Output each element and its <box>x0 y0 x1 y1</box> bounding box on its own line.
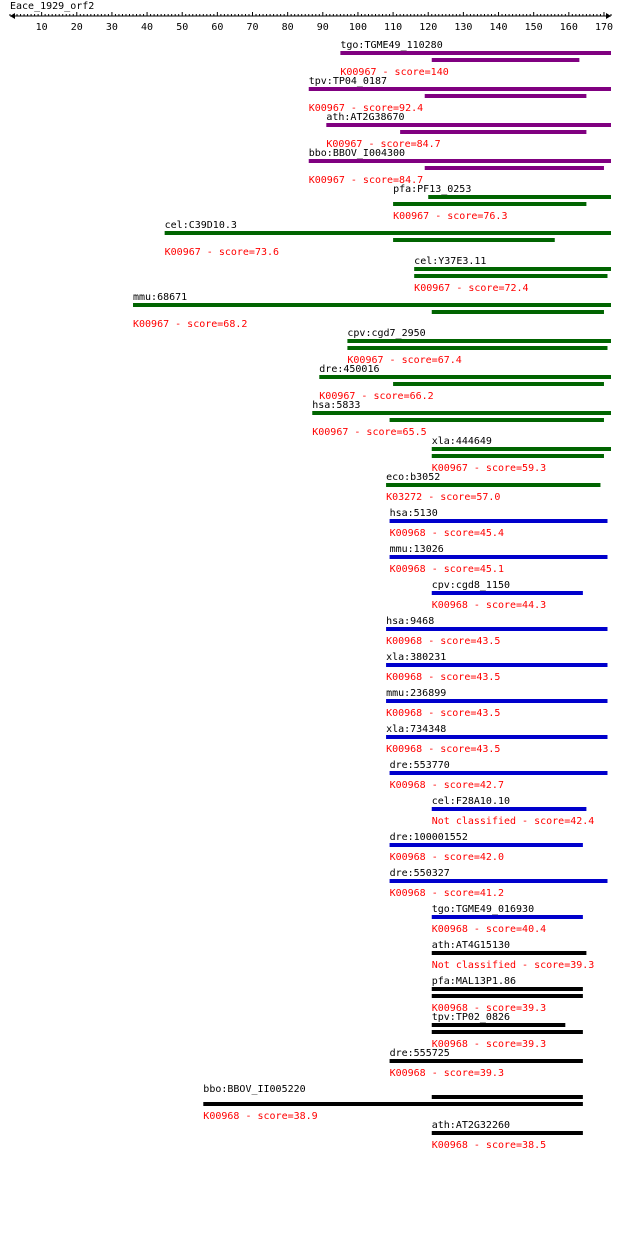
hit-label[interactable]: dre:450016 <box>319 364 380 375</box>
hit-bar <box>312 411 611 415</box>
axis-tick-label: 30 <box>105 22 118 33</box>
hit-label[interactable]: pfa:PF13_0253 <box>393 184 472 195</box>
hit-bar <box>432 1131 583 1135</box>
hit-bar <box>432 987 583 991</box>
hit-bar <box>326 123 611 127</box>
hit-label[interactable]: eco:b3052 <box>386 472 441 483</box>
hit-score[interactable]: K00968 - score=39.3 <box>431 1003 547 1014</box>
axis-tick-label: 40 <box>141 22 154 33</box>
hit-bar <box>319 375 611 379</box>
hit-score[interactable]: K00968 - score=43.5 <box>386 636 501 647</box>
hit-row <box>386 652 607 683</box>
axis-right-arrow-icon <box>606 13 611 19</box>
hit-bar <box>347 346 607 350</box>
hit-row <box>390 1048 583 1079</box>
axis-tick-label: 50 <box>176 22 189 33</box>
hit-bar <box>386 663 607 667</box>
hit-bar <box>432 915 583 919</box>
query-title: Eace_1929_orf2 <box>10 1 95 12</box>
hit-label[interactable]: pfa:MAL13P1.86 <box>431 976 517 987</box>
hit-bar <box>390 555 608 559</box>
hit-bar <box>386 735 607 739</box>
hit-score[interactable]: K00967 - score=73.6 <box>164 247 280 258</box>
hit-label[interactable]: ath:AT2G38670 <box>326 112 405 123</box>
hit-label[interactable]: cel:F28A10.10 <box>431 796 511 807</box>
hit-bar <box>390 519 608 523</box>
hit-label[interactable]: tpv:TP02_0826 <box>431 1012 511 1023</box>
hit-bar <box>390 879 608 883</box>
hit-bar <box>386 627 607 631</box>
axis-tick-label: 120 <box>419 22 438 33</box>
hit-row <box>309 148 611 186</box>
hit-score[interactable]: K00968 - score=44.3 <box>431 600 547 611</box>
hit-label[interactable]: tpv:TP04_0187 <box>308 76 388 87</box>
hit-score[interactable]: K00968 - score=38.9 <box>203 1111 318 1122</box>
hit-label[interactable]: xla:734348 <box>386 724 447 735</box>
axis-tick-label: 150 <box>524 22 543 33</box>
hit-score[interactable]: K00968 - score=43.5 <box>386 708 501 719</box>
hit-label[interactable]: cpv:cgd8_1150 <box>431 580 511 591</box>
hit-score[interactable]: K00968 - score=45.1 <box>389 564 504 575</box>
hit-bar <box>432 1095 583 1099</box>
axis-tick-label: 10 <box>35 22 48 33</box>
hit-bar <box>414 267 611 271</box>
hit-bar <box>390 418 604 422</box>
hit-label[interactable]: ath:AT2G32260 <box>431 1120 511 1131</box>
axis-tick-label: 90 <box>316 22 329 33</box>
axis-tick-label: 60 <box>211 22 224 33</box>
hit-bar <box>432 447 611 451</box>
hit-bar <box>133 303 611 307</box>
hit-bar <box>432 994 583 998</box>
hit-score[interactable]: K00967 - score=140 <box>340 67 449 78</box>
hit-label[interactable]: hsa:5833 <box>312 400 361 411</box>
hit-bar <box>390 843 583 847</box>
hit-label[interactable]: cel:Y37E3.11 <box>414 256 487 267</box>
hit-label[interactable]: dre:555725 <box>389 1048 450 1059</box>
hit-score[interactable]: K00967 - score=65.5 <box>312 427 427 438</box>
hit-row <box>390 508 608 539</box>
hit-bar <box>203 1102 583 1106</box>
hit-label[interactable]: cpv:cgd7_2950 <box>347 328 426 339</box>
hit-score[interactable]: K00968 - score=43.5 <box>386 744 501 755</box>
hit-bar <box>309 87 611 91</box>
hit-bar <box>425 94 587 98</box>
hit-row <box>319 364 611 402</box>
hit-bar <box>390 771 608 775</box>
hit-bar <box>432 58 580 62</box>
hit-bar <box>432 1023 566 1027</box>
axis-tick-label: 130 <box>454 22 473 33</box>
hit-label[interactable]: tgo:TGME49_110280 <box>340 40 443 51</box>
axis-tick-label: 160 <box>559 22 578 33</box>
hit-label[interactable]: hsa:9468 <box>386 616 435 627</box>
hit-label[interactable]: xla:444649 <box>431 436 492 447</box>
hit-bar <box>390 1059 583 1063</box>
hit-score[interactable]: K03272 - score=57.0 <box>386 492 501 503</box>
hit-row <box>390 868 608 899</box>
hit-bar <box>393 382 604 386</box>
hit-score[interactable]: K00967 - score=67.4 <box>347 355 462 366</box>
hit-bar <box>393 238 555 242</box>
hit-bar <box>386 483 600 487</box>
hit-score[interactable]: K00968 - score=40.4 <box>431 924 547 935</box>
hit-row <box>133 292 611 330</box>
hit-score[interactable]: K00967 - score=84.7 <box>326 139 441 150</box>
axis-tick-label: 70 <box>246 22 259 33</box>
hit-score[interactable]: K00968 - score=39.3 <box>431 1039 547 1050</box>
hit-bar <box>340 51 611 55</box>
hit-label[interactable]: ath:AT4G15130 <box>431 940 511 951</box>
hit-row <box>386 688 607 719</box>
hit-label[interactable]: bbo:BBOV_I004300 <box>308 148 406 159</box>
hit-score[interactable]: K00967 - score=84.7 <box>308 175 424 186</box>
hit-label[interactable]: mmu:68671 <box>133 292 188 303</box>
hit-score[interactable]: K00967 - score=66.2 <box>319 391 434 402</box>
hit-score[interactable]: K00968 - score=39.3 <box>389 1068 504 1079</box>
hit-bar <box>386 699 607 703</box>
hit-row <box>386 472 600 503</box>
axis-tick-label: 100 <box>348 22 367 33</box>
hit-bar <box>428 195 611 199</box>
hit-row <box>390 760 608 791</box>
hit-score[interactable]: K00968 - score=38.5 <box>431 1140 547 1151</box>
hit-bar <box>432 591 583 595</box>
hit-bar <box>414 274 607 278</box>
hit-label[interactable]: cel:C39D10.3 <box>164 220 237 231</box>
hit-row <box>386 724 607 755</box>
hit-score[interactable]: K00968 - score=45.4 <box>389 528 504 539</box>
hit-row <box>340 40 611 78</box>
axis-left-arrow-icon <box>10 13 15 19</box>
hit-bar <box>165 231 611 235</box>
hit-row <box>432 1120 583 1151</box>
hit-bar <box>432 1030 583 1034</box>
hit-score[interactable]: K00967 - score=59.3 <box>431 463 547 474</box>
hit-row <box>432 796 595 827</box>
hit-bar <box>432 454 604 458</box>
hit-bar <box>393 202 586 206</box>
axis-tick-label: 140 <box>489 22 508 33</box>
hit-score[interactable]: K00967 - score=72.4 <box>414 283 529 294</box>
hit-row <box>432 580 583 611</box>
hit-row <box>386 616 607 647</box>
hit-score[interactable]: K00967 - score=76.3 <box>393 211 508 222</box>
hit-score[interactable]: K00967 - score=92.4 <box>308 103 424 114</box>
hit-bar <box>347 339 611 343</box>
hit-score[interactable]: K00968 - score=42.0 <box>389 852 504 863</box>
position-axis <box>10 12 613 33</box>
hit-row <box>390 544 608 575</box>
hit-label[interactable]: dre:550327 <box>389 868 450 879</box>
hit-score[interactable]: K00967 - score=68.2 <box>133 319 248 330</box>
hit-row <box>432 1012 583 1050</box>
hit-bar <box>432 807 587 811</box>
hit-score[interactable]: K00968 - score=43.5 <box>386 672 501 683</box>
axis-tick-label: 110 <box>384 22 403 33</box>
hit-row <box>309 76 611 114</box>
axis-tick-label: 170 <box>594 22 614 33</box>
hit-row <box>312 400 611 438</box>
hit-row <box>393 184 611 222</box>
axis-tick-label: 80 <box>281 22 294 33</box>
hit-label[interactable]: tgo:TGME49_016930 <box>431 904 535 915</box>
hit-bar <box>432 310 604 314</box>
hit-label[interactable]: hsa:5130 <box>389 508 438 519</box>
hit-label[interactable]: mmu:236899 <box>386 688 447 699</box>
hit-row <box>432 940 595 971</box>
hit-label[interactable]: dre:100001552 <box>389 832 468 843</box>
hit-score[interactable]: K00968 - score=42.7 <box>389 780 504 791</box>
hit-score[interactable]: Not classified - score=42.4 <box>431 816 595 827</box>
hit-label[interactable]: xla:380231 <box>386 652 447 663</box>
axis-tick-label: 20 <box>70 22 83 33</box>
hit-label[interactable]: dre:553770 <box>389 760 450 771</box>
hit-row <box>390 832 583 863</box>
hit-row <box>432 976 583 1014</box>
hit-score[interactable]: Not classified - score=39.3 <box>431 960 595 971</box>
hit-bar <box>425 166 604 170</box>
hit-bar <box>400 130 586 134</box>
hit-label[interactable]: bbo:BBOV_II005220 <box>203 1084 306 1095</box>
hit-row <box>203 1084 583 1122</box>
hit-list <box>133 40 611 1151</box>
hit-row <box>414 256 611 294</box>
hit-bar <box>309 159 611 163</box>
hit-bar <box>432 951 587 955</box>
hit-row <box>432 904 583 935</box>
hit-row <box>347 328 611 366</box>
hit-label[interactable]: mmu:13026 <box>389 544 444 555</box>
hit-row <box>432 436 611 474</box>
hit-row <box>326 112 611 150</box>
hit-score[interactable]: K00968 - score=41.2 <box>389 888 504 899</box>
hit-row <box>165 220 611 258</box>
